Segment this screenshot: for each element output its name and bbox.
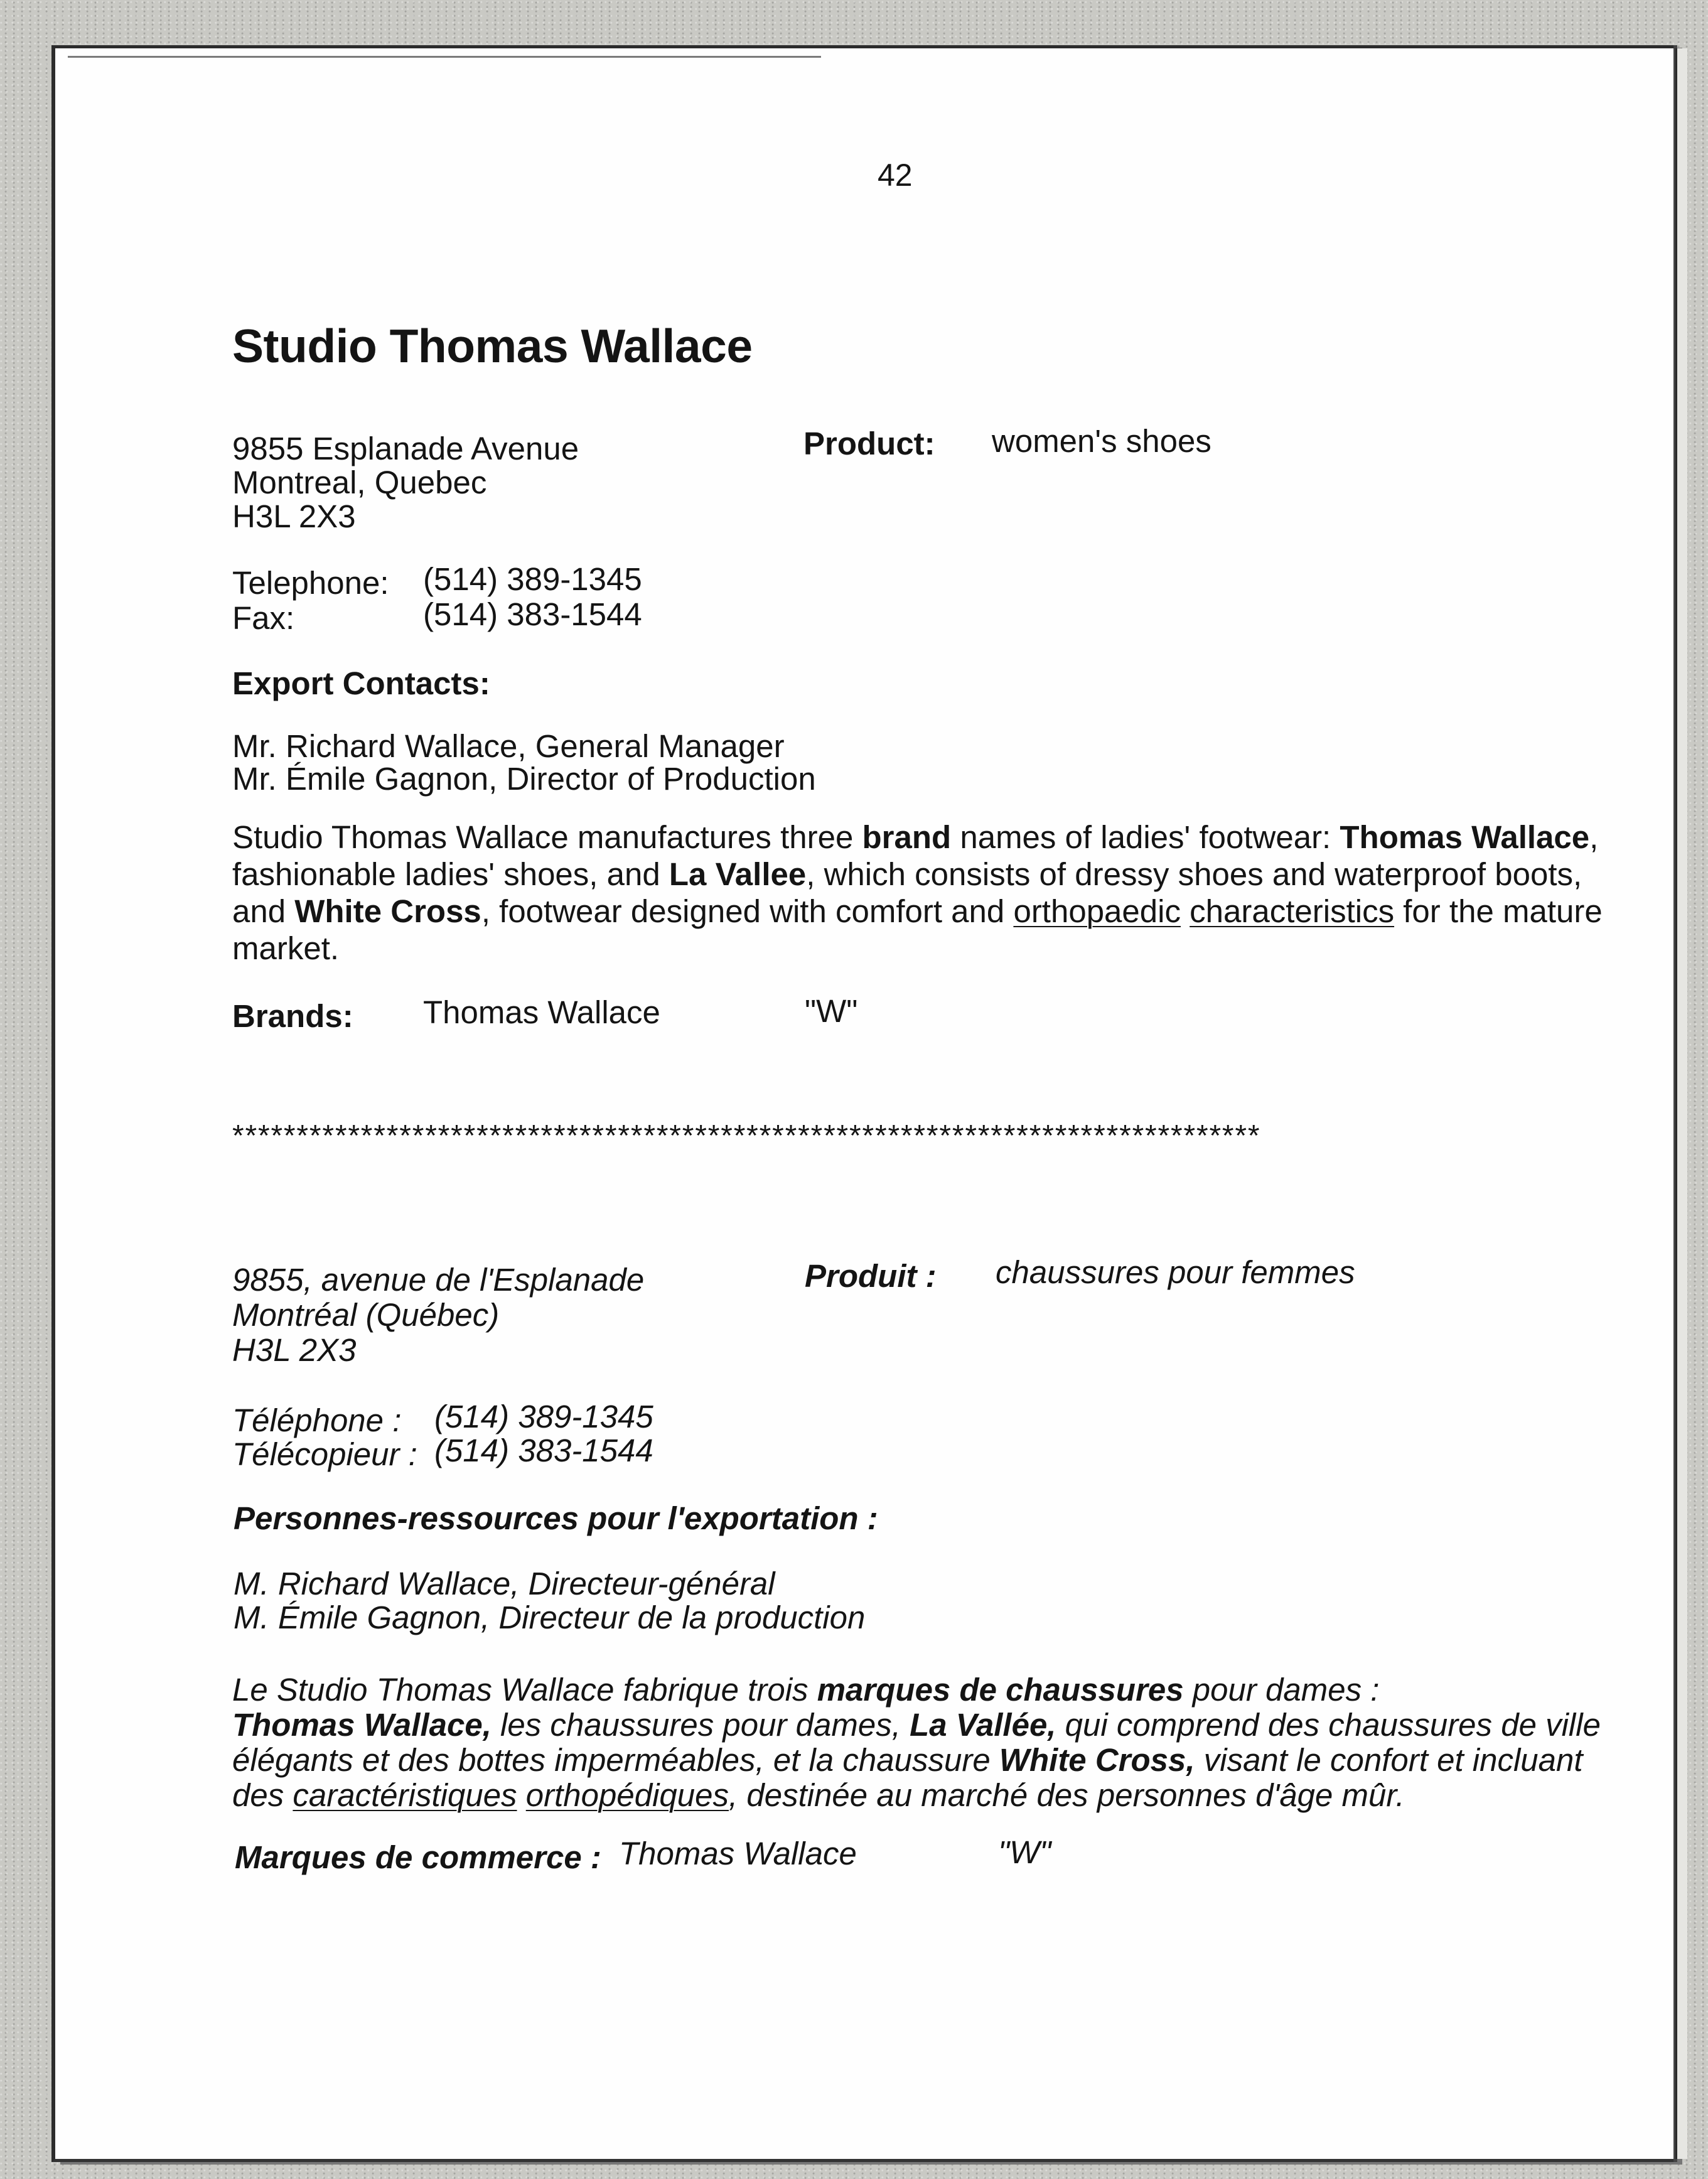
desc-underlined-characteristics: characteristics: [1190, 893, 1395, 929]
fr-brands-label: Marques de commerce :: [235, 1839, 601, 1875]
desc-text: qui comprend des chaussures de ville: [1056, 1707, 1601, 1743]
desc-text: market.: [232, 930, 340, 966]
telephone-label: Telephone:: [232, 565, 389, 601]
fr-product-value: chaussures pour femmes: [996, 1254, 1355, 1290]
fr-brand-name-1: Thomas Wallace: [619, 1836, 857, 1871]
fax-value: (514) 383-1544: [423, 596, 642, 632]
desc-bold-la-vallee: La Vallee: [669, 856, 807, 892]
product-value: women's shoes: [992, 423, 1211, 459]
desc-bold-thomas-wallace: Thomas Wallace,: [232, 1707, 491, 1743]
page-edge: [1675, 48, 1687, 2159]
contact-2: Mr. Émile Gagnon, Director of Production: [232, 761, 816, 797]
english-description: [232, 819, 1603, 967]
fr-address-line-2: Montréal (Québec): [232, 1297, 500, 1333]
section-separator: ********************************************************************************: [232, 1119, 1261, 1153]
brands-label: Brands:: [232, 998, 353, 1034]
fr-export-contacts-heading: Personnes-ressources pour l'exportation :: [234, 1500, 878, 1536]
desc-text: Studio Thomas Wallace manufactures three: [232, 819, 862, 855]
desc-bold-brand: brand: [862, 819, 952, 855]
desc-bold-marques: marques de chaussures: [817, 1672, 1184, 1708]
desc-text: pour dames :: [1183, 1672, 1380, 1708]
desc-text: visant le confort et incluant: [1195, 1742, 1583, 1778]
desc-bold-white-cross: White Cross,: [999, 1742, 1195, 1778]
desc-text: for the mature: [1394, 893, 1603, 929]
fr-address-line-1: 9855, avenue de l'Esplanade: [232, 1262, 645, 1298]
product-label: Product:: [803, 426, 935, 461]
telephone-value: (514) 389-1345: [423, 561, 642, 597]
desc-text: , destinée au marché des personnes d'âge mûr.: [729, 1777, 1405, 1813]
desc-bold-thomas-wallace: Thomas Wallace: [1340, 819, 1590, 855]
desc-underlined-orthopediques: orthopédiques: [525, 1777, 729, 1813]
fr-telephone-value: (514) 389-1345: [434, 1399, 653, 1434]
fr-contact-2: M. Émile Gagnon, Directeur de la production: [234, 1600, 866, 1635]
desc-text: ,: [1589, 819, 1599, 855]
desc-text: , which consists of dressy shoes and waterproof boots,: [806, 856, 1582, 892]
desc-text: Le Studio Thomas Wallace fabrique trois: [232, 1672, 817, 1708]
top-rule: [68, 56, 821, 58]
fr-brand-name-2: "W": [998, 1834, 1051, 1870]
french-description: [232, 1672, 1601, 1813]
desc-underlined-orthopaedic: orthopaedic: [1013, 893, 1181, 929]
fax-label: Fax:: [232, 600, 295, 636]
desc-text: [517, 1777, 526, 1813]
desc-text: and: [232, 893, 295, 929]
fr-fax-value: (514) 383-1544: [434, 1433, 653, 1468]
contact-1: Mr. Richard Wallace, General Manager: [232, 728, 785, 764]
brand-name-1: Thomas Wallace: [423, 994, 660, 1030]
desc-text: [1181, 893, 1190, 929]
desc-text: names of ladies' footwear:: [951, 819, 1340, 855]
brand-name-2: "W": [805, 993, 858, 1029]
fr-telephone-label: Téléphone :: [232, 1402, 402, 1438]
desc-text: , footwear designed with comfort and: [481, 893, 1014, 929]
address-line-2: Montreal, Quebec: [232, 465, 487, 500]
page-number: 42: [878, 158, 913, 193]
desc-text: les chaussures pour dames,: [491, 1707, 910, 1743]
desc-text: fashionable ladies' shoes, and: [232, 856, 669, 892]
address-line-3: H3L 2X3: [232, 498, 356, 534]
fr-fax-label: Télécopieur :: [232, 1436, 417, 1472]
fr-contact-1: M. Richard Wallace, Directeur-général: [234, 1566, 775, 1601]
company-title: Studio Thomas Wallace: [232, 320, 753, 372]
address-line-1: 9855 Esplanade Avenue: [232, 431, 579, 466]
fr-product-label: Produit :: [805, 1258, 937, 1294]
desc-text: élégants et des bottes imperméables, et la chaussure: [232, 1742, 999, 1778]
export-contacts-heading: Export Contacts:: [232, 665, 490, 701]
desc-bold-white-cross: White Cross: [294, 893, 481, 929]
fr-address-line-3: H3L 2X3: [232, 1332, 357, 1368]
desc-bold-la-vallee: La Vallée,: [910, 1707, 1056, 1743]
desc-underlined-caracteristiques: caractéristiques: [293, 1777, 517, 1813]
desc-text: des: [232, 1777, 293, 1813]
